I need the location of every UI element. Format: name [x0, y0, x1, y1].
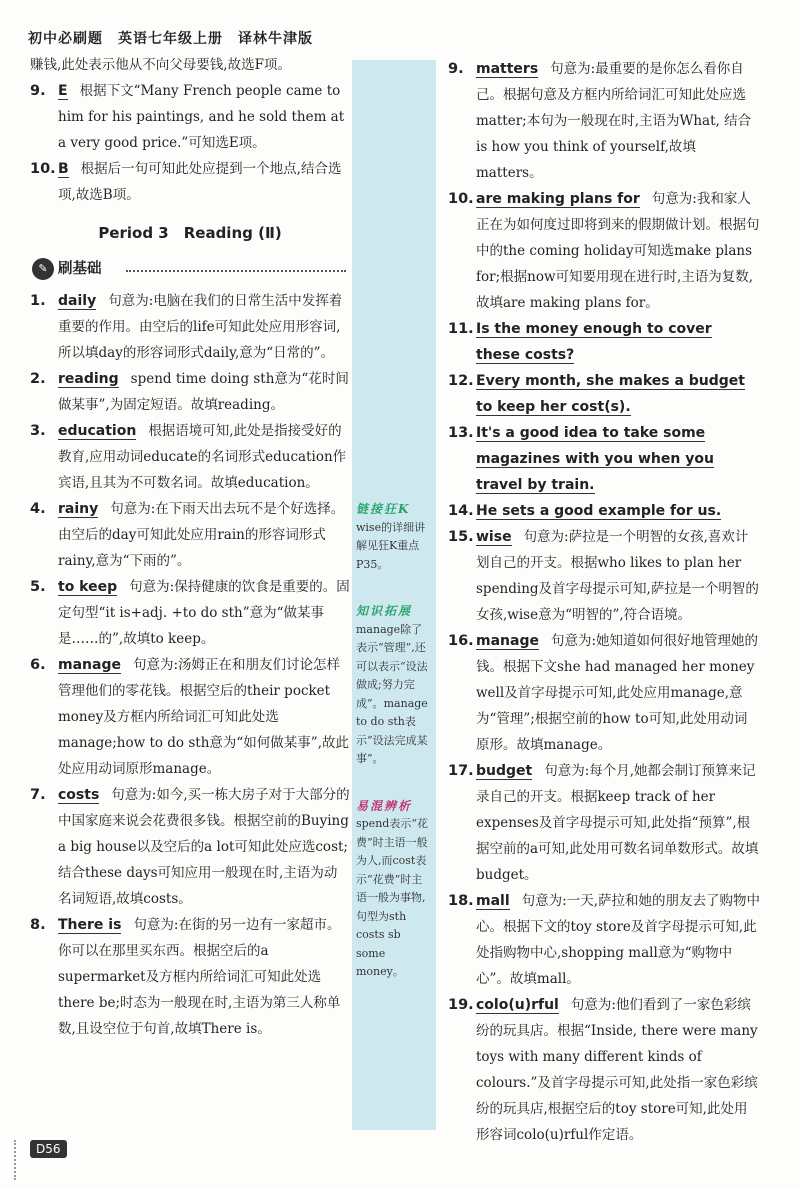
book-header: 初中必刷题 英语七年级上册 译林牛津版 — [28, 31, 313, 47]
entry-answer: manage — [58, 657, 121, 673]
answer-entry — [448, 420, 760, 498]
note-text: wise的详细讲解见狂K重点P35。 — [356, 520, 426, 571]
answer-entry — [448, 56, 760, 186]
answer-entry — [448, 186, 760, 316]
entry-answer: daily — [58, 293, 97, 309]
entry-explanation: 句意为:在街的另一边有一家超市。你可以在那里买东西。根据空后的a supermarket及方框内所给词汇可知此处选there be;时态为一般现在时,主语为第三人称单数,且设空位于句首,故填There is。 — [58, 917, 341, 1037]
entry-number: 19. — [448, 997, 474, 1013]
entry-explanation: 句意为:他们看到了一家色彩缤纷的玩具店。根据“Inside, there were many toys with many different kinds of colours.”及首字母提示可知,此处指一家色彩缤纷的玩具店,根据空后的toy store可知,此处用形容词colo(u)rful作定语。 — [476, 997, 758, 1143]
left-column — [30, 52, 350, 1042]
entry-answer: costs — [58, 787, 100, 803]
section-heading — [30, 256, 350, 284]
section-label: 刷基础 — [58, 261, 102, 277]
entry-answer: He sets a good example for us. — [476, 503, 722, 519]
entry-answer: to keep — [58, 579, 118, 595]
entry-number: 10. — [30, 161, 56, 177]
note-text: spend表示“花费”时主语一般为人,而cost表示“花费”时主语一般为事物,句型为sth costs sb some money。 — [356, 817, 428, 978]
entry-number: 17. — [448, 763, 474, 779]
entry-number: 9. — [30, 83, 46, 99]
entry-answer: wise — [476, 529, 512, 545]
entry-number: 8. — [30, 917, 46, 933]
side-note — [356, 500, 432, 574]
entry-number: 4. — [30, 501, 46, 517]
entry-answer: manage — [476, 633, 539, 649]
entry-number: 9. — [448, 61, 464, 77]
entry-number: 6. — [30, 657, 46, 673]
right-column — [448, 56, 760, 1148]
answer-entry — [30, 156, 350, 208]
entry-answer: E — [58, 83, 68, 99]
page-number: D56 — [30, 1140, 67, 1158]
entry-number: 11. — [448, 321, 474, 337]
entry-explanation: 句意为:萨拉是一个明智的女孩,喜欢计划自己的开支。根据who likes to plan her spending及首字母提示可知,萨拉是一个明智的女孩,wise意为“明智的”,符合语境。 — [476, 529, 759, 623]
entry-explanation: 句意为:她知道如何很好地管理她的钱。根据下文she had managed her money well及首字母提示可知,此处应用manage,意为“管理”;根据空前的how to可知,此处用动词原形。故填manage。 — [476, 633, 759, 753]
answer-entry — [30, 288, 350, 366]
answer-entry — [448, 992, 760, 1148]
answer-entry — [448, 368, 760, 420]
entry-number: 7. — [30, 787, 46, 803]
entry-number: 12. — [448, 373, 474, 389]
answer-entry — [30, 78, 350, 156]
answer-entry — [448, 758, 760, 888]
brush-icon: ✎ — [32, 258, 54, 280]
entry-answer: It's a good idea to take some magazines with you when you travel by train. — [476, 425, 714, 493]
entry-answer: B — [58, 161, 69, 177]
note-title: 链接狂K — [356, 502, 411, 516]
entry-number: 15. — [448, 529, 474, 545]
entry-explanation: 根据下文“Many French people came to him for his paintings, and he sold them at a very good price.”可知选E项。 — [58, 83, 345, 151]
answer-entry — [30, 496, 350, 574]
answer-entry — [448, 888, 760, 992]
entry-number: 13. — [448, 425, 474, 441]
answer-entry — [448, 524, 760, 628]
dotted-divider — [126, 270, 346, 272]
answer-entry — [448, 498, 760, 524]
entry-explanation: 句意为:在下雨天出去玩不是个好选择。由空后的day可知此处应用rain的形容词形式rainy,意为“下雨的”。 — [58, 501, 345, 569]
entry-number: 16. — [448, 633, 474, 649]
entry-explanation: spend time doing sth意为“花时间做某事”,为固定短语。故填reading。 — [58, 371, 349, 413]
note-title: 知识拓展 — [356, 604, 413, 618]
entry-explanation: 句意为:我和家人正在为如何度过即将到来的假期做计划。根据句中的the coming holiday可知选make plans for;根据now可知要用现在进行时,主语为复数,故填are making plans for。 — [476, 191, 760, 311]
entry-answer: Every month, she makes a budget to keep her cost(s). — [476, 373, 745, 415]
answer-entry — [30, 574, 350, 652]
entry-explanation: 句意为:保持健康的饮食是重要的。固定句型“it is+adj. +to do sth”意为“做某事是……的”,故填to keep。 — [58, 579, 350, 647]
entry-answer: reading — [58, 371, 119, 387]
entry-explanation: 根据后一句可知此处应提到一个地点,结合选项,故选B项。 — [58, 161, 342, 203]
entry-number: 10. — [448, 191, 474, 207]
entry-answer: budget — [476, 763, 533, 779]
entry-answer: education — [58, 423, 137, 439]
entry-number: 1. — [30, 293, 46, 309]
entry-explanation: 句意为:电脑在我们的日常生活中发挥着重要的作用。由空后的life可知此处应用形容词,所以填day的形容词形式daily,意为“日常的”。 — [58, 293, 343, 361]
entry-explanation: 根据语境可知,此处是指接受好的教育,应用动词educate的名词形式education作宾语,且其为不可数名词。故填education。 — [58, 423, 347, 491]
note-title: 易混辨析 — [356, 798, 413, 813]
answer-entry — [448, 628, 760, 758]
page-edge-mark — [0, 1140, 16, 1180]
answer-entry — [30, 418, 350, 496]
entry-explanation: 句意为:每个月,她都会制订预算来记录自己的开支。根据keep track of her expenses及首字母提示可知,此处指“预算”,根据空前的a可知,此处用可数名词单数形式。故填budget。 — [476, 763, 759, 883]
entry-explanation: 句意为:汤姆正在和朋友们讨论怎样管理他们的零花钱。根据空后的their pocket money及方框内所给词汇可知此处选manage;how to do sth意为“如何做某事”,故此处应用动词原形manage。 — [58, 657, 349, 777]
answer-entry — [30, 782, 350, 912]
period-title: Period 3 Reading (Ⅱ) — [98, 224, 282, 242]
side-note — [356, 797, 432, 982]
entry-explanation: 句意为:最重要的是你怎么看你自己。根据句意及方框内所给词汇可知此处应选matter;本句为一般现在时,主语为What, 结合is how you think of yourself,故填matters。 — [476, 61, 752, 181]
entry-explanation: 句意为:如今,买一栋大房子对于大部分的中国家庭来说会花费很多钱。根据空前的Buying a big house以及空后的a lot可知此处应选cost;结合these days可知应用一般现在时,主语为动名词短语,故填costs。 — [58, 787, 350, 907]
side-note — [356, 602, 432, 769]
entry-answer: rainy — [58, 501, 99, 517]
entry-number: 5. — [30, 579, 46, 595]
entry-answer: matters — [476, 61, 539, 77]
answer-entry — [448, 316, 760, 368]
entry-answer: are making plans for — [476, 191, 640, 207]
entry-number: 14. — [448, 503, 474, 519]
note-text: manage除了表示“管理”,还可以表示“设法做成;努力完成”。manage to do sth表示“设法完成某事”。 — [356, 622, 428, 765]
entry-explanation: 句意为:一天,萨拉和她的朋友去了购物中心。根据下文的toy store及首字母提示可知,此处指购物中心,shopping mall意为“购物中心”。故填mall。 — [476, 893, 760, 987]
answer-entry — [30, 912, 350, 1042]
entry-answer: There is — [58, 917, 122, 933]
continued-text: 赚钱,此处表示他从不向父母要钱,故选F项。 — [30, 57, 291, 73]
entry-answer: Is the money enough to cover these costs? — [476, 321, 712, 363]
entry-number: 3. — [30, 423, 46, 439]
entry-number: 2. — [30, 371, 46, 387]
answer-entry — [30, 366, 350, 418]
entry-answer: colo(u)rful — [476, 997, 559, 1013]
entry-answer: mall — [476, 893, 510, 909]
answer-entry — [30, 652, 350, 782]
entry-number: 18. — [448, 893, 474, 909]
side-notes-panel — [352, 60, 436, 1130]
